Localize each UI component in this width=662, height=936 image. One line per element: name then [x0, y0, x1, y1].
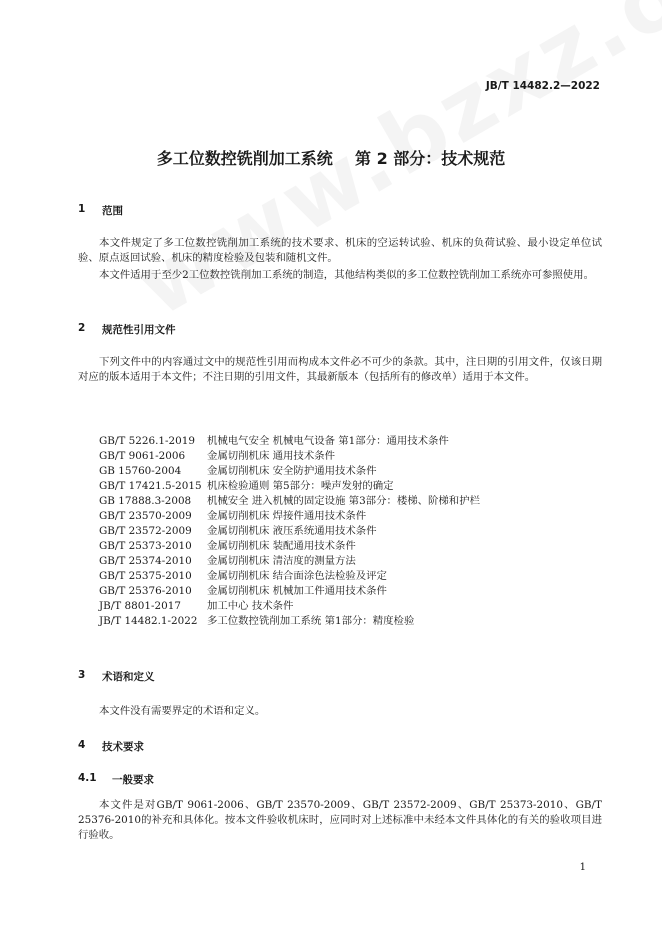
- reference-item: [99, 599, 619, 614]
- reference-item: [99, 479, 619, 494]
- document-title: 多工位数控铣削加工系统 第 2 部分：技术规范: [156, 149, 506, 168]
- normative-intro: 下列文件中的内容通过文中的规范性引用而构成本文件必不可少的条款。其中，注日期的引用文件，仅该日期对应的版本适用于本文件；不注日期的引用文件，其最新版本（包括所有的修改单）适用于本文件。: [78, 356, 602, 383]
- section-3-heading: [78, 669, 155, 684]
- reference-item: [99, 464, 619, 479]
- general-requirements-paragraph: 本文件是对GB/T 9061-2006、GB/T 23570-2009、GB/T 23572-2009、GB/T 25373-2010、GB/T 25376-2010的补充和具体化。按本文件验收机床时，应同时对上述标准中未经本文件具体化的有关的验收项目进行验收。: [78, 799, 602, 841]
- subsection-4-1-heading: [78, 772, 154, 787]
- reference-item: [99, 539, 619, 554]
- section-number: 1: [78, 203, 86, 215]
- reference-title: 金属切削机床 焊接件通用技术条件: [207, 510, 367, 522]
- reference-title: 金属切削机床 机械加工件通用技术条件: [207, 585, 387, 597]
- reference-code: GB 17888.3-2008: [99, 495, 192, 507]
- reference-code: GB 15760-2004: [99, 465, 182, 477]
- reference-item: [99, 449, 619, 464]
- reference-title: 金属切削机床 清洁度的测量方法: [207, 555, 356, 567]
- reference-item: [99, 494, 619, 509]
- section-number: 3: [78, 669, 86, 681]
- standard-number: JB/T 14482.2—2022: [485, 80, 600, 92]
- scope-paragraph-1: 本文件规定了多工位数控铣削加工系统的技术要求、机床的空运转试验、机床的负荷试验、最小设定单位试验、原点返回试验、机床的精度检验及包装和随机文件。: [78, 237, 602, 264]
- reference-code: GB/T 23570-2009: [99, 510, 192, 522]
- section-2-heading: [78, 322, 176, 337]
- section-title: 范围: [102, 205, 123, 217]
- reference-item: [99, 434, 619, 449]
- section-number: 4: [78, 739, 86, 751]
- reference-title: 金属切削机床 通用技术条件: [207, 450, 335, 462]
- subsection-number: 4.1: [78, 772, 97, 784]
- reference-code: GB/T 17421.5-2015: [99, 480, 202, 492]
- section-1-heading: [78, 203, 123, 218]
- reference-code: JB/T 8801-2017: [99, 600, 181, 612]
- reference-code: GB/T 25376-2010: [99, 585, 192, 597]
- reference-title: 机械电气安全 机械电气设备 第1部分：通用技术条件: [207, 435, 449, 447]
- reference-code: GB/T 25374-2010: [99, 555, 192, 567]
- section-title: 术语和定义: [102, 671, 155, 683]
- reference-item: [99, 569, 619, 584]
- reference-title: 金属切削机床 装配通用技术条件: [207, 540, 356, 552]
- reference-code: JB/T 14482.1-2022: [99, 615, 198, 627]
- terms-paragraph: 本文件没有需要界定的术语和定义。: [99, 705, 266, 717]
- subsection-title: 一般要求: [112, 774, 154, 786]
- section-number: 2: [78, 322, 86, 334]
- reference-item: [99, 584, 619, 599]
- page-number: 1: [579, 862, 586, 873]
- reference-item: [99, 509, 619, 524]
- section-title: 规范性引用文件: [102, 324, 176, 336]
- reference-title: 加工中心 技术条件: [207, 600, 294, 612]
- reference-title: 金属切削机床 结合面涂色法检验及评定: [207, 570, 387, 582]
- reference-item: [99, 614, 619, 629]
- reference-code: GB/T 25375-2010: [99, 570, 192, 582]
- reference-title: 多工位数控铣削加工系统 第1部分：精度检验: [207, 615, 415, 627]
- reference-code: GB/T 5226.1-2019: [99, 435, 195, 447]
- reference-item: [99, 554, 619, 569]
- reference-title: 机床检验通则 第5部分：噪声发射的确定: [207, 480, 394, 492]
- reference-code: GB/T 23572-2009: [99, 525, 192, 537]
- reference-item: [99, 524, 619, 539]
- reference-title: 金属切削机床 安全防护通用技术条件: [207, 465, 377, 477]
- reference-list: [99, 434, 619, 629]
- reference-title: 金属切削机床 液压系统通用技术条件: [207, 525, 377, 537]
- section-title: 技术要求: [102, 741, 144, 753]
- section-4-heading: [78, 739, 144, 754]
- scope-paragraph-2: 本文件适用于至少2工位数控铣削加工系统的制造，其他结构类似的多工位数控铣削加工系统亦可参照使用。: [99, 269, 594, 281]
- reference-code: GB/T 9061-2006: [99, 450, 186, 462]
- reference-title: 机械安全 进入机械的固定设施 第3部分：楼梯、阶梯和护栏: [207, 495, 480, 507]
- reference-code: GB/T 25373-2010: [99, 540, 192, 552]
